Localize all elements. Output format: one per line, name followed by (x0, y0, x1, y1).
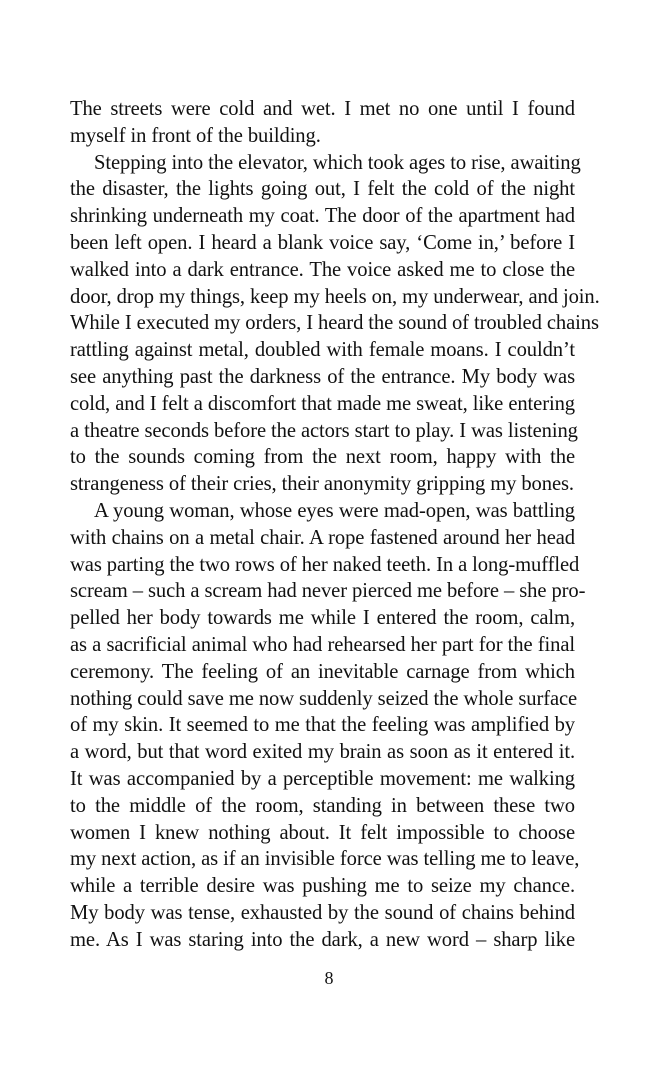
text-line: It was accompanied by a perceptible movement: me walking (70, 767, 575, 790)
text-line: strangeness of their cries, their anonymity gripping my bones. (70, 473, 574, 496)
text-line: Stepping into the elevator, which took ages to rise, awaiting (94, 151, 581, 174)
text-line: rattling against metal, doubled with female moans. I couldn’t (70, 339, 575, 362)
text-line: the disaster, the lights going out, I felt the cold of the night (70, 178, 575, 201)
text-line: while a terrible desire was pushing me to seize my chance. (70, 875, 575, 898)
text-line: My body was tense, exhausted by the sound of chains behind (70, 901, 575, 924)
text-line: While I executed my orders, I heard the sound of troubled chains (70, 312, 599, 335)
text-line: my next action, as if an invisible force was telling me to leave, (70, 848, 580, 871)
text-line: The streets were cold and wet. I met no one until I found (70, 98, 575, 120)
text-line: pelled her body towards me while I entered the room, calm, (70, 607, 575, 630)
text-line: walked into a dark entrance. The voice asked me to close the (70, 258, 575, 281)
text-line: scream – such a scream had never pierced me before – she pro- (70, 580, 586, 603)
text-line: ceremony. The feeling of an inevitable carnage from which (70, 660, 575, 683)
text-line: to the middle of the room, standing in between these two (70, 794, 575, 817)
text-line: me. As I was staring into the dark, a new word – sharp like (70, 928, 575, 951)
page-number: 8 (324, 968, 334, 988)
text-line: door, drop my things, keep my heels on, my underwear, and join. (70, 285, 600, 308)
text-line: women I knew nothing about. It felt impossible to choose (70, 821, 575, 844)
text-line: cold, and I felt a discomfort that made me sweat, like entering (70, 392, 575, 415)
text-line: a word, but that word exited my brain as soon as it entered it. (70, 741, 575, 764)
text-line: shrinking underneath my coat. The door of the apartment had (70, 205, 575, 228)
text-line: nothing could save me now suddenly seized the whole surface (70, 687, 578, 710)
text-line: of my skin. It seemed to me that the feeling was amplified by (70, 714, 575, 737)
text-line: a theatre seconds before the actors start to play. I was listening (70, 419, 578, 442)
text-line: to the sounds coming from the next room, happy with the (70, 446, 575, 469)
body-text (70, 96, 600, 954)
text-line: myself in front of the building. (70, 124, 321, 147)
text-line: see anything past the darkness of the entrance. My body was (70, 365, 575, 388)
text-line: was parting the two rows of her naked teeth. In a long-muffled (70, 553, 580, 576)
text-line: with chains on a metal chair. A rope fastened around her head (70, 526, 575, 549)
text-line: as a sacrificial animal who had rehearsed her part for the final (70, 633, 575, 656)
text-line: been left open. I heard a blank voice say, ‘Come in,’ before I (70, 231, 575, 254)
text-line: A young woman, whose eyes were mad-open, was battling (94, 499, 575, 522)
